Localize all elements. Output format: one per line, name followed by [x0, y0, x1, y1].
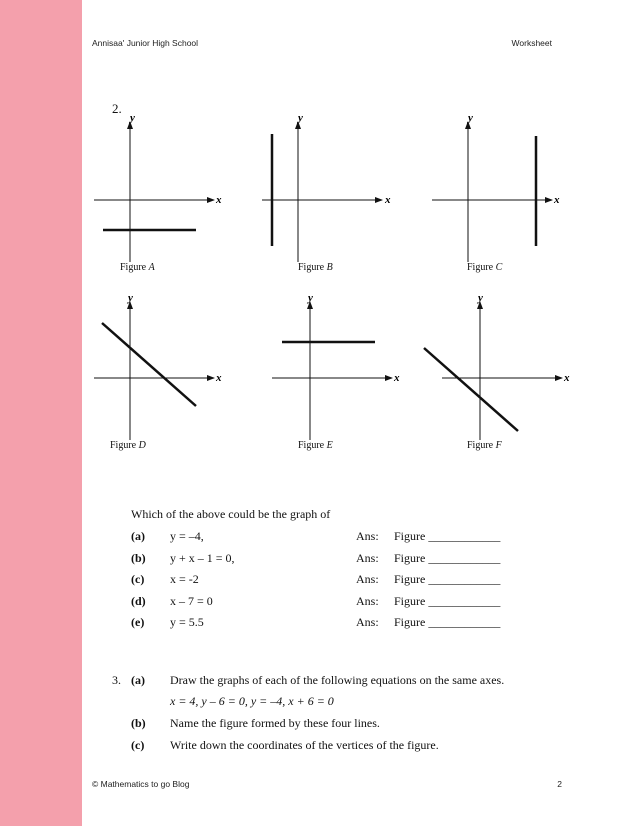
figure-d-x-label: x	[216, 372, 222, 384]
item-label: (e)	[131, 615, 145, 629]
figure-f-y-label: y	[478, 292, 483, 304]
ans-label: Ans:	[356, 529, 379, 543]
figure-b-x-label: x	[385, 194, 391, 206]
item-label: (a)	[131, 529, 145, 543]
ans-label: Ans:	[356, 594, 379, 608]
figure-a-x-label: x	[216, 194, 222, 206]
answer-blank[interactable]: Figure ____________	[394, 551, 501, 565]
question-3b-label: (b)	[131, 716, 146, 730]
item-equation: x = -2	[170, 572, 199, 586]
item-equation: x – 7 = 0	[170, 594, 213, 608]
figure-e-x-label: x	[394, 372, 400, 384]
figure-f-caption: Figure F	[467, 440, 502, 451]
figure-d-y-label: y	[128, 292, 133, 304]
figure-d-caption: Figure D	[110, 440, 146, 451]
question-3b-text: Name the figure formed by these four lines.	[170, 716, 380, 730]
figure-c-x-label: x	[554, 194, 560, 206]
question-3c-label: (c)	[131, 738, 145, 752]
page-number: 2	[557, 779, 562, 789]
item-label: (c)	[131, 572, 145, 586]
item-label: (d)	[131, 594, 146, 608]
item-equation: y + x – 1 = 0,	[170, 551, 235, 565]
question-3a-equations: x = 4, y – 6 = 0, y = –4, x + 6 = 0	[170, 694, 334, 708]
question-3c-text: Write down the coordinates of the vertices of the figure.	[170, 738, 439, 752]
figure-e-y-label: y	[308, 292, 313, 304]
ans-label: Ans:	[356, 551, 379, 565]
header-type: Worksheet	[511, 38, 552, 48]
question-3a-label: (a)	[131, 673, 145, 687]
figure-e-caption: Figure E	[298, 440, 333, 451]
figure-a-caption: Figure A	[120, 262, 155, 273]
question-2-number: 2.	[112, 101, 122, 116]
figure-b-caption: Figure B	[298, 262, 333, 273]
answer-blank[interactable]: Figure ____________	[394, 572, 501, 586]
footer-credit: © Mathematics to go Blog	[92, 779, 190, 789]
ans-label: Ans:	[356, 615, 379, 629]
figure-f-x-label: x	[564, 372, 570, 384]
question-3-number: 3.	[112, 673, 121, 687]
figure-c-caption: Figure C	[467, 262, 503, 273]
answer-blank[interactable]: Figure ____________	[394, 529, 501, 543]
figure-c-y-label: y	[468, 112, 473, 124]
answer-blank[interactable]: Figure ____________	[394, 594, 501, 608]
question-2-intro: Which of the above could be the graph of	[131, 507, 331, 521]
figure-a-y-label: y	[130, 112, 135, 124]
item-equation: y = –4,	[170, 529, 204, 543]
ans-label: Ans:	[356, 572, 379, 586]
answer-blank[interactable]: Figure ____________	[394, 615, 501, 629]
item-label: (b)	[131, 551, 146, 565]
question-3a-text: Draw the graphs of each of the following equations on the same axes.	[170, 673, 505, 687]
item-equation: y = 5.5	[170, 615, 204, 629]
figure-b-y-label: y	[298, 112, 303, 124]
header-school: Annisaa' Junior High School	[92, 38, 199, 48]
